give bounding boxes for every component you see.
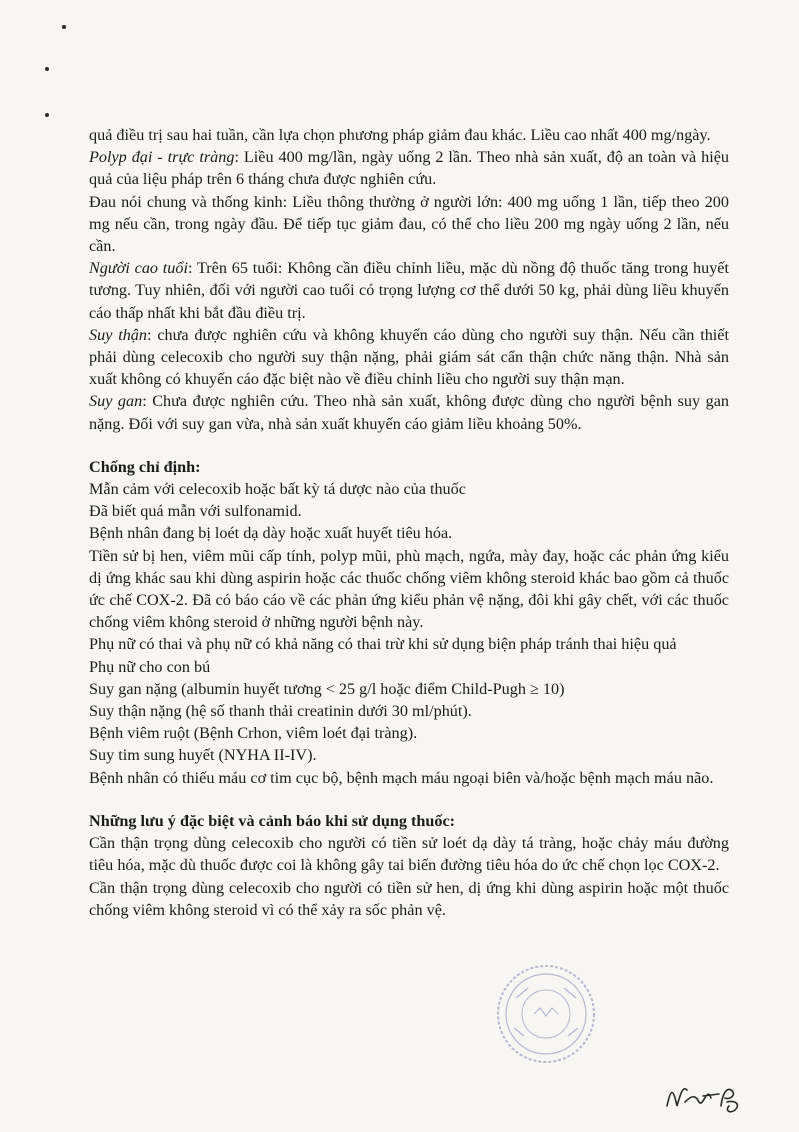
paragraph-pain: Đau nói chung và thống kinh: Liều thông thường ở người lớn: 400 mg uống 1 lần, tiếp theo 200 mg nếu cần, trong ngày đầu. Để tiếp tục giảm đau, có thể cho liều 200 mg ngày uống 2 lần, nếu cần. <box>89 192 729 256</box>
warning-item: Cần thận trọng dùng celecoxib cho người có tiền sử loét dạ dày tá tràng, hoặc chảy máu đường tiêu hóa, mặc dù thuốc được coi là không gây tai biến đường tiêu hóa do ức chế chọn lọc COX-2. <box>89 834 729 875</box>
contraindications-heading: Chống chỉ định: <box>89 457 201 476</box>
paragraph: quả điều trị sau hai tuần, cần lựa chọn phương pháp giảm đau khác. Liều cao nhất 400 mg/ngày. <box>89 126 711 144</box>
elderly-text: : Trên 65 tuổi: Không cần điều chỉnh liều, mặc dù nồng độ thuốc tăng trong huyết tương. Tuy nhiên, đối với người cao tuổi có trọng lượng cơ thể dưới 50 kg, phải dùng liều khuyến cáo thấp nhất khi bắt đầu điều trị. <box>89 259 729 322</box>
paragraph-renal <box>89 324 729 391</box>
contraindication-item: Suy gan nặng (albumin huyết tương < 25 g/l hoặc điểm Child-Pugh ≥ 10) <box>89 679 565 698</box>
warnings-heading: Những lưu ý đặc biệt và cảnh báo khi sử dụng thuốc: <box>89 811 456 830</box>
contraindication-item: Suy thận nặng (hệ số thanh thải creatinin dưới 30 ml/phút). <box>89 702 472 721</box>
hepatic-text: : Chưa được nghiên cứu. Theo nhà sản xuất, không được dùng cho người bệnh suy gan nặng. Đối với suy gan vừa, nhà sản xuất khuyến cáo giảm liều khoảng 50%. <box>89 392 730 433</box>
contraindication-item: Tiền sử bị hen, viêm mũi cấp tính, polyp mũi, phù mạch, ngứa, mày đay, hoặc các phản ứng kiểu dị ứng khác sau khi dùng aspirin hoặc các thuốc chống viêm không steroid khác bao gồm cả thuốc ức chế COX-2. Đã có báo cáo về các phản ứng kiểu phản vệ nặng, đôi khi gây chết, với các thuốc chống viêm không steroid ở những người bệnh này. <box>89 546 729 632</box>
contraindication-item: Phụ nữ cho con bú <box>89 657 211 676</box>
hepatic-label: Suy gan <box>89 392 143 411</box>
contraindication-item: Suy tim sung huyết (NYHA II-IV). <box>89 746 317 765</box>
paragraph-elderly <box>89 257 729 324</box>
paragraph-hepatic <box>89 390 729 434</box>
scan-speck <box>45 67 49 71</box>
section-gap <box>89 789 729 810</box>
polyp-label: Polyp đại - trực tràng <box>89 148 235 167</box>
contraindication-item: Phụ nữ có thai và phụ nữ có khả năng có thai trừ khi sử dụng biện pháp tránh thai hiệu quả <box>89 635 677 654</box>
company-stamp <box>494 962 598 1066</box>
contraindication-item: Đã biết quá mẫn với sulfonamid. <box>89 502 302 521</box>
renal-label: Suy thận <box>89 325 147 344</box>
document-body <box>89 124 729 921</box>
scan-speck <box>62 25 66 29</box>
signature <box>663 1076 753 1116</box>
scan-speck <box>45 113 49 117</box>
contraindication-item: Bệnh nhân có thiếu máu cơ tim cục bộ, bệnh mạch máu ngoại biên và/hoặc bệnh mạch máu não. <box>89 768 714 787</box>
renal-text: : chưa được nghiên cứu và không khuyến cáo dùng cho người suy thận. Nếu cần thiết phải dùng celecoxib cho người suy thận nặng, phải giám sát cẩn thận chức năng thận. Nhà sản xuất không có khuyến cáo đặc biệt nào về điều chỉnh liều cho người suy thận mạn. <box>89 325 729 389</box>
polyp-text: : Liều 400 mg/lần, ngày uống 2 lần. Theo nhà sản xuất, độ an toàn và hiệu quả của liệu pháp trên 6 tháng chưa được nghiên cứu. <box>89 148 729 189</box>
contraindication-item: Mẫn cảm với celecoxib hoặc bất kỳ tá dược nào của thuốc <box>89 480 466 499</box>
paragraph-polyp <box>89 146 729 190</box>
elderly-label: Người cao tuổi <box>89 259 188 278</box>
contraindication-item: Bệnh viêm ruột (Bệnh Crhon, viêm loét đại tràng). <box>89 724 418 743</box>
contraindication-item: Bệnh nhân đang bị loét dạ dày hoặc xuất huyết tiêu hóa. <box>89 524 453 543</box>
section-gap <box>89 435 729 456</box>
warning-item: Cần thận trọng dùng celecoxib cho người có tiền sử hen, dị ứng khi dùng aspirin hoặc một thuốc chống viêm không steroid vì có thể xảy ra sốc phản vệ. <box>89 878 729 919</box>
